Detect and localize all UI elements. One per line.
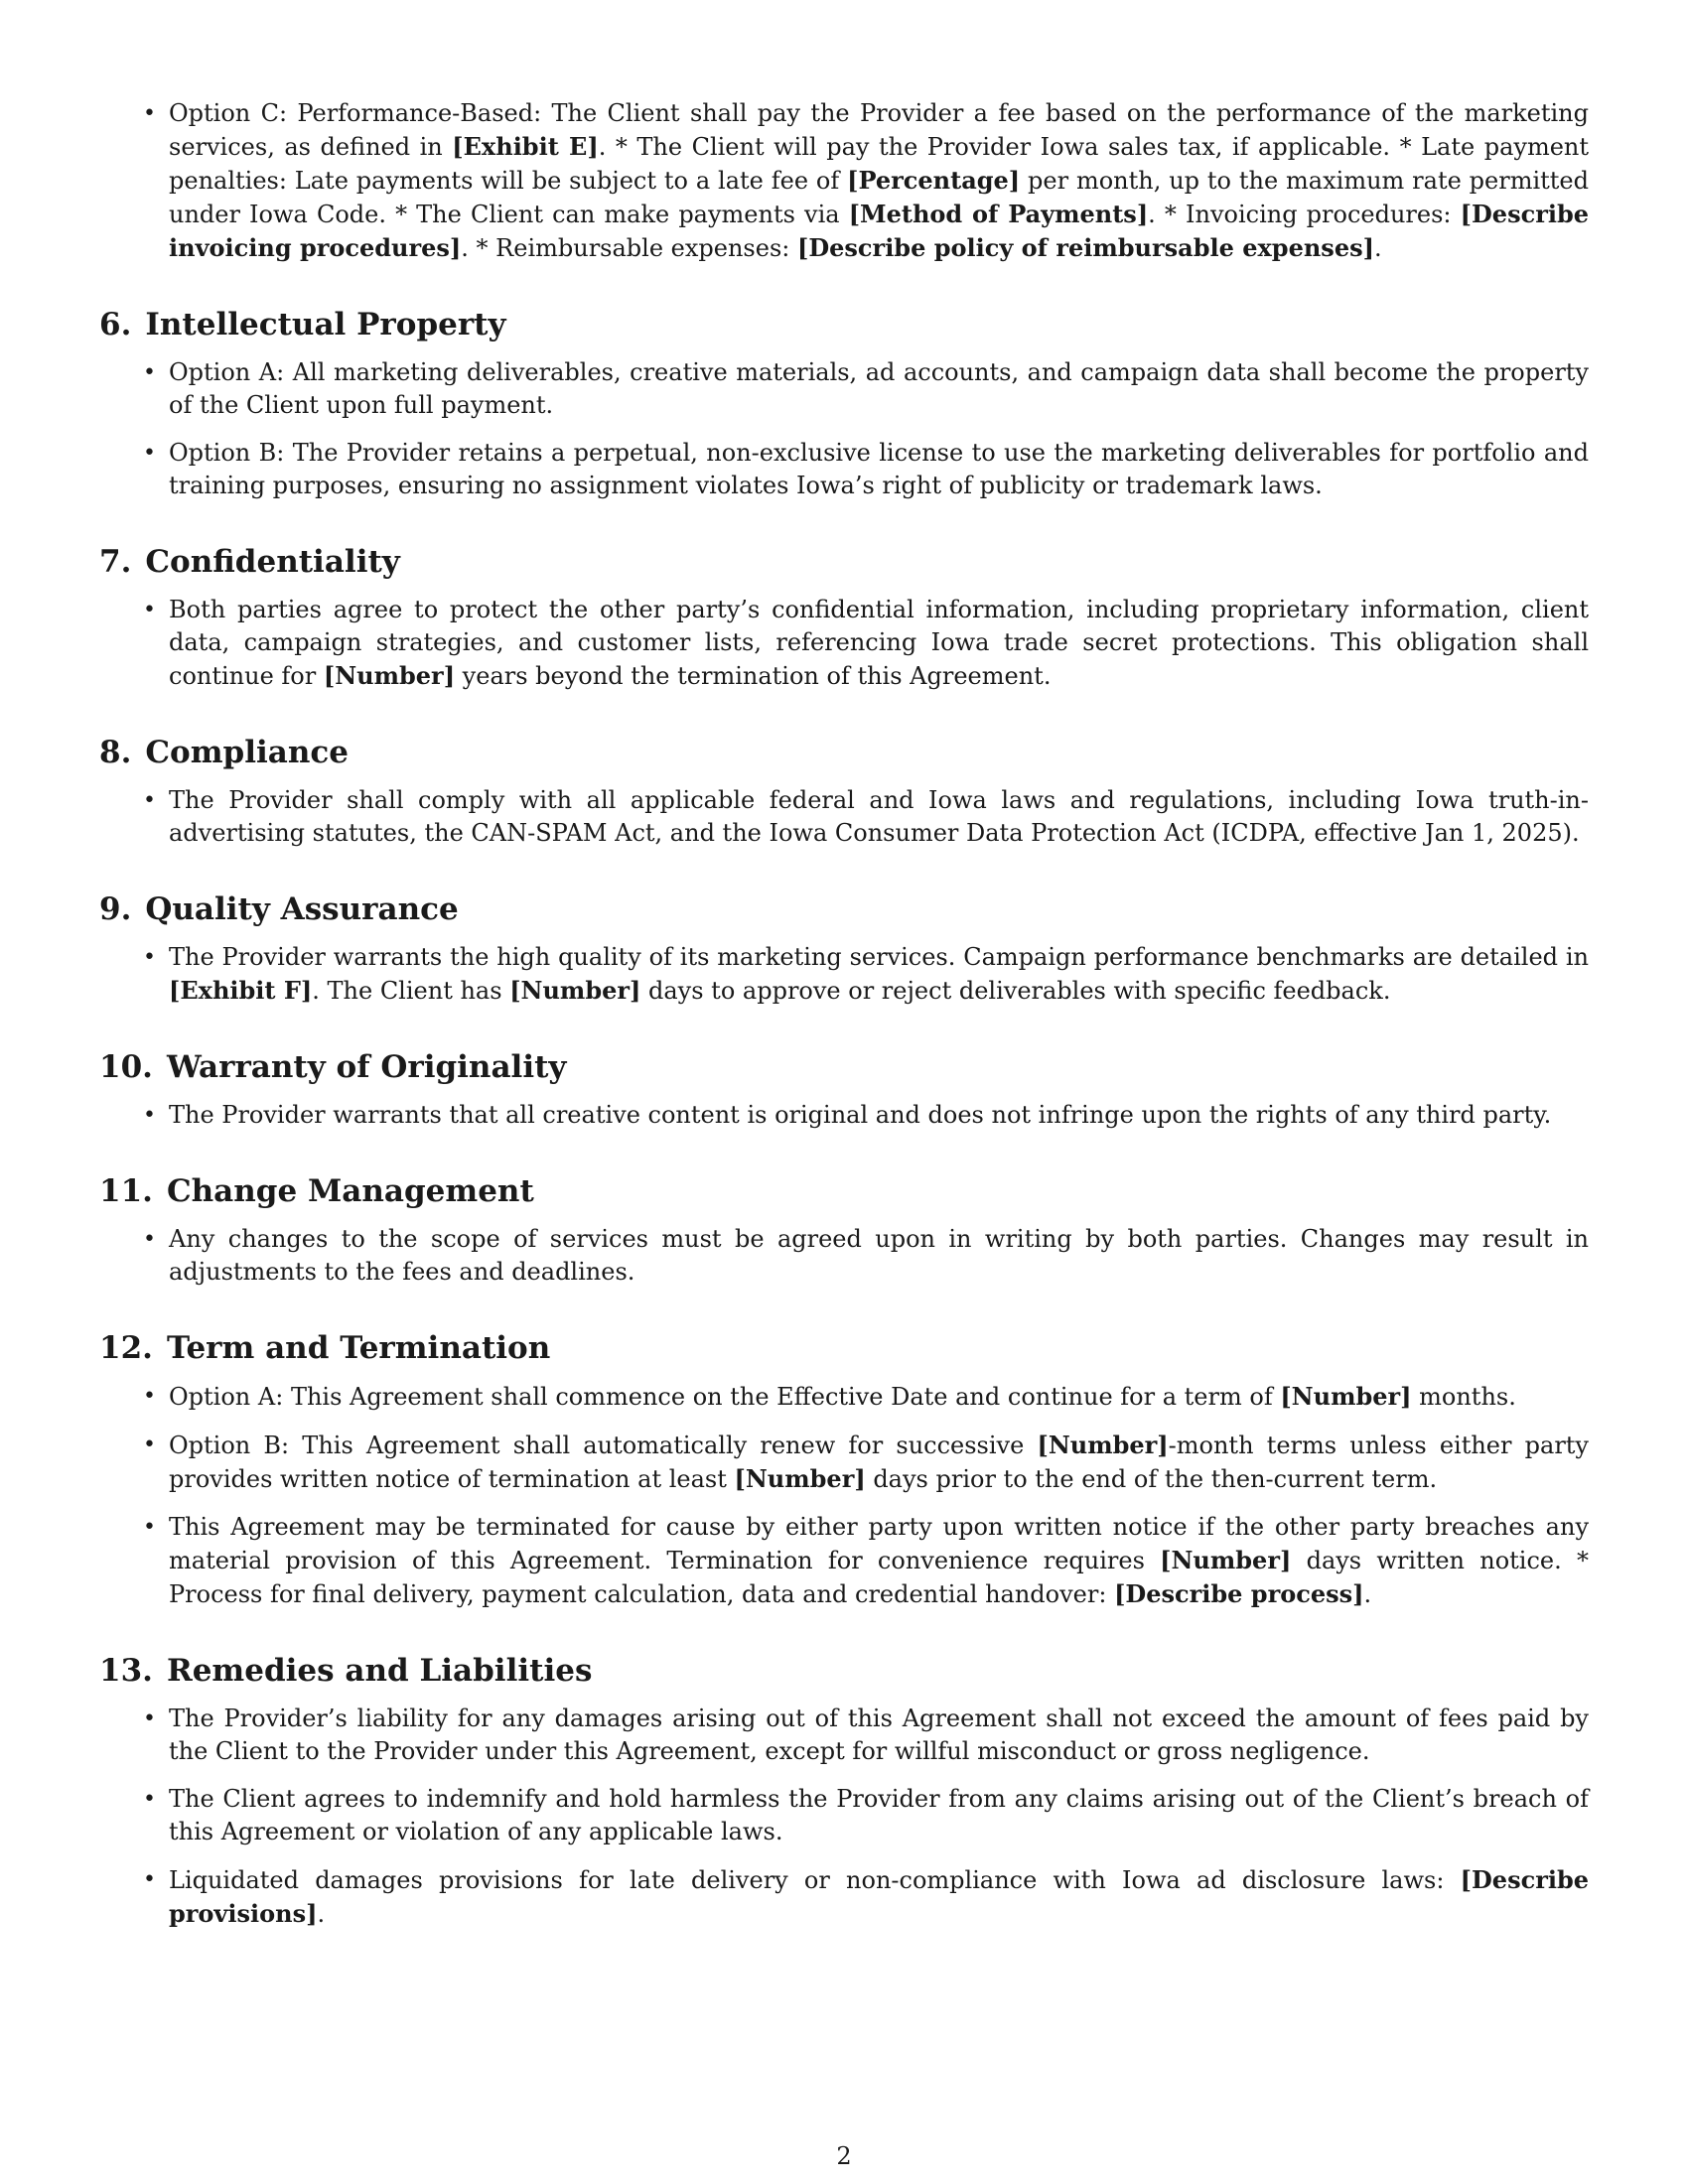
item-text: . * Invoicing procedures: bbox=[1148, 201, 1461, 228]
list-item bbox=[143, 941, 1589, 1008]
bullet-icon: • bbox=[143, 1384, 156, 1409]
section-number: 7. bbox=[99, 544, 132, 580]
placeholder-text: [Number] bbox=[1037, 1431, 1169, 1459]
section bbox=[99, 542, 1589, 693]
section-list bbox=[99, 941, 1589, 1008]
item-text: Any changes to the scope of services must be agreed upon in writing by both parties. Changes may result in adjustments to the fees and deadlines. bbox=[169, 1225, 1589, 1286]
item-text: The Client agrees to indemnify and hold harmless the Provider from any claims arising out of the Client’s breach of this Agreement or violation of any applicable laws. bbox=[169, 1785, 1589, 1845]
item-text: Option A: All marketing deliverables, creative materials, ad accounts, and campaign data shall become the property of the Client upon full payment. bbox=[169, 358, 1589, 419]
bullet-icon: • bbox=[143, 1787, 156, 1812]
section bbox=[99, 889, 1589, 1008]
placeholder-text: [Number] bbox=[734, 1464, 866, 1493]
bullet-icon: • bbox=[143, 1103, 156, 1128]
section bbox=[99, 1171, 1589, 1289]
section-title: Intellectual Property bbox=[145, 307, 506, 342]
section-number: 9. bbox=[99, 891, 132, 927]
item-text: Option A: This Agreement shall commence on the Effective Date and continue for a term of bbox=[169, 1383, 1281, 1411]
placeholder-text: [Number] bbox=[509, 976, 641, 1005]
placeholder-text: [Percentage] bbox=[847, 166, 1021, 195]
placeholder-text: [Describe provisions] bbox=[169, 1865, 1589, 1928]
section-list bbox=[99, 1703, 1589, 1931]
continuation-block bbox=[99, 97, 1589, 265]
section-heading bbox=[99, 305, 1589, 344]
bullet-icon: • bbox=[143, 441, 156, 466]
section-title: Term and Termination bbox=[166, 1330, 551, 1366]
item-text: . bbox=[317, 1900, 326, 1928]
section-heading bbox=[99, 1328, 1589, 1368]
bullet-icon: • bbox=[143, 598, 156, 622]
section-list bbox=[99, 1223, 1589, 1289]
list-item bbox=[143, 1099, 1589, 1132]
placeholder-text: [Number] bbox=[1280, 1382, 1412, 1411]
item-text: . * The Client will pay the Provider Iowa sales tax, if applicable. * Late payment penalties: Late payments will be subject to a late fee of bbox=[169, 133, 1590, 195]
section-number: 6. bbox=[99, 307, 132, 342]
list-item bbox=[143, 1863, 1589, 1931]
list-item bbox=[143, 1429, 1589, 1496]
placeholder-text: [Exhibit F] bbox=[169, 976, 313, 1005]
item-text: This Agreement may be terminated for cause by either party upon written notice if the other party breaches any material provision of this Agreement. Termination for convenience requires bbox=[169, 1513, 1589, 1574]
list-item bbox=[143, 356, 1589, 422]
section-title: Compliance bbox=[145, 735, 349, 770]
section-heading bbox=[99, 733, 1589, 772]
list-item bbox=[143, 1380, 1589, 1414]
item-text: Both parties agree to protect the other party’s confidential information, including proprietary information, client data, campaign strategies, and customer lists, referencing Iowa trade secret protections. This obligation shall continue for bbox=[169, 596, 1589, 690]
item-text: . The Client has bbox=[312, 977, 510, 1005]
section bbox=[99, 305, 1589, 502]
placeholder-text: [Exhibit E] bbox=[452, 132, 599, 161]
item-text: days written notice. * Process for final delivery, payment calculation, data and credential handover: bbox=[169, 1547, 1590, 1608]
sections-container bbox=[99, 305, 1589, 1931]
section-number: 8. bbox=[99, 735, 132, 770]
section-number: 11. bbox=[99, 1173, 153, 1209]
section-title: Change Management bbox=[166, 1173, 534, 1209]
placeholder-text: [Method of Payments] bbox=[848, 200, 1149, 228]
section-list bbox=[99, 784, 1589, 850]
item-text: per month, up to the maximum rate permitted under Iowa Code. * The Client can make payments via bbox=[169, 167, 1590, 228]
item-text: Liquidated damages provisions for late delivery or non-compliance with Iowa ad disclosure laws: bbox=[169, 1866, 1461, 1894]
section-list bbox=[99, 1099, 1589, 1132]
item-text: months. bbox=[1411, 1383, 1516, 1411]
bullet-icon: • bbox=[143, 1867, 156, 1892]
bullet-icon: • bbox=[143, 1227, 156, 1252]
continuation-list bbox=[99, 97, 1589, 265]
item-text: The Provider warrants the high quality of its marketing services. Campaign performance benchmarks are detailed in bbox=[169, 943, 1589, 971]
section-heading bbox=[99, 1651, 1589, 1691]
section-heading bbox=[99, 542, 1589, 582]
item-text: Option C: Performance-Based: The Client shall pay the Provider a fee based on the performance of the marketing services, as defined in bbox=[169, 99, 1589, 161]
section-title: Confidentiality bbox=[145, 544, 400, 580]
section-title: Remedies and Liabilities bbox=[166, 1653, 593, 1689]
placeholder-text: [Describe process] bbox=[1114, 1579, 1364, 1608]
placeholder-text: [Number] bbox=[1160, 1546, 1292, 1574]
section bbox=[99, 1328, 1589, 1611]
section-number: 13. bbox=[99, 1653, 153, 1689]
section bbox=[99, 1047, 1589, 1132]
item-text: . bbox=[1363, 1580, 1372, 1608]
item-text: days to approve or reject deliverables with specific feedback. bbox=[640, 977, 1391, 1005]
item-text: -month terms unless either party provides written notice of termination at least bbox=[169, 1432, 1589, 1493]
document-page bbox=[99, 97, 1589, 1971]
list-item bbox=[143, 97, 1590, 265]
item-text: Option B: The Provider retains a perpetual, non-exclusive license to use the marketing deliverables for portfolio and training purposes, ensuring no assignment violates Iowa’s right of publicity or trademark laws. bbox=[169, 439, 1589, 499]
list-item bbox=[143, 1223, 1589, 1289]
item-text: Option B: This Agreement shall automatically renew for successive bbox=[169, 1432, 1038, 1459]
placeholder-text: [Number] bbox=[323, 661, 456, 690]
list-item bbox=[143, 1703, 1589, 1768]
bullet-icon: • bbox=[143, 788, 156, 813]
item-text: The Provider’s liability for any damages arising out of this Agreement shall not exceed the amount of fees paid by the Client to the Provider under this Agreement, except for willful misconduct or gross negligence. bbox=[169, 1705, 1589, 1765]
item-text: days prior to the end of the then-current term. bbox=[865, 1465, 1438, 1493]
bullet-icon: • bbox=[143, 1515, 156, 1540]
section-list bbox=[99, 594, 1589, 693]
item-text: . bbox=[1373, 234, 1382, 262]
section-heading bbox=[99, 1047, 1589, 1087]
list-item bbox=[143, 1783, 1589, 1848]
placeholder-text: [Describe policy of reimbursable expenses] bbox=[796, 233, 1374, 262]
list-item bbox=[143, 594, 1589, 693]
bullet-icon: • bbox=[143, 1433, 156, 1457]
bullet-icon: • bbox=[143, 360, 156, 385]
item-text: years beyond the termination of this Agreement. bbox=[455, 662, 1052, 690]
item-text: The Provider warrants that all creative content is original and does not infringe upon the rights of any third party. bbox=[169, 1101, 1552, 1129]
section-number: 10. bbox=[99, 1049, 153, 1085]
placeholder-text: [Describe invoicing procedures] bbox=[169, 200, 1589, 262]
item-text: . * Reimbursable expenses: bbox=[461, 234, 797, 262]
section bbox=[99, 1651, 1589, 1931]
section-title: Quality Assurance bbox=[145, 891, 459, 927]
bullet-icon: • bbox=[143, 101, 156, 126]
item-text: The Provider shall comply with all applicable federal and Iowa laws and regulations, including Iowa truth-in-advertising statutes, the CAN-SPAM Act, and the Iowa Consumer Data Protection Act (ICDPA, effective Jan 1, 2025). bbox=[169, 786, 1589, 847]
section-list bbox=[99, 356, 1589, 502]
list-item bbox=[143, 437, 1589, 502]
section-list bbox=[99, 1380, 1589, 1611]
section bbox=[99, 733, 1589, 850]
section-heading bbox=[99, 1171, 1589, 1211]
list-item bbox=[143, 1511, 1590, 1611]
section-title: Warranty of Originality bbox=[166, 1049, 567, 1085]
section-number: 12. bbox=[99, 1330, 153, 1366]
bullet-icon: • bbox=[143, 945, 156, 970]
page-number: 2 bbox=[836, 2142, 852, 2170]
section-heading bbox=[99, 889, 1589, 929]
list-item bbox=[143, 784, 1589, 850]
bullet-icon: • bbox=[143, 1706, 156, 1731]
